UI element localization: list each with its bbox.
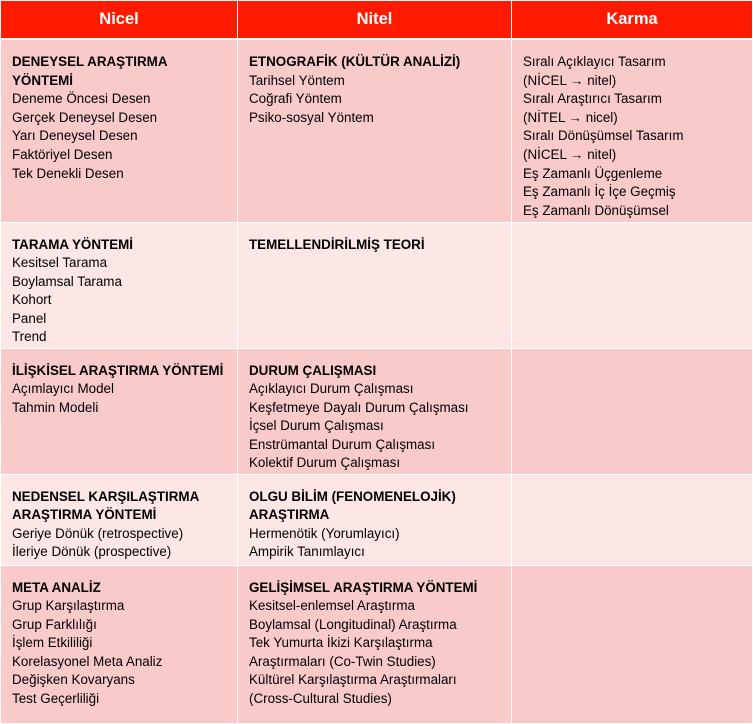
list-item: Sıralı Açıklayıcı Tasarım: [523, 54, 666, 69]
cell-nicel: [1, 222, 238, 348]
cell-nitel: [238, 565, 512, 723]
list-item: İşlem Etkililiği: [12, 635, 93, 651]
method-title: TARAMA YÖNTEMİ: [12, 236, 134, 252]
method-title: OLGU BİLİM (FENOMENELOJİK) ARAŞTIRMA: [249, 488, 456, 523]
header-nicel: Nicel: [1, 1, 238, 40]
list-item: Kesitsel Tarama: [12, 255, 108, 271]
list-item: Yarı Deneysel Desen: [12, 128, 138, 144]
list-item: Grup Farklılığı: [12, 616, 97, 632]
list-item: Tek Yumurta İkizi Karşılaştırma: [249, 635, 433, 651]
list-item: Deneme Öncesi Desen: [12, 91, 151, 107]
list-item: Test Geçerliliği: [12, 691, 100, 707]
method-title: DURUM ÇALIŞMASI: [249, 362, 377, 378]
list-item: Faktöriyel Desen: [12, 146, 113, 162]
method-title: TEMELLENDİRİLMİŞ TEORİ: [249, 236, 425, 252]
list-item: Keşfetmeye Dayalı Durum Çalışması: [249, 399, 469, 415]
cell-karma: [512, 348, 753, 474]
list-item: Korelasyonel Meta Analiz: [12, 653, 163, 669]
list-item: Kültürel Karşılaştırma Araştırmaları: [249, 672, 457, 688]
list-item: İleriye Dönük (prospective): [12, 544, 172, 560]
cell-nicel: [1, 565, 238, 723]
cell-nicel: [1, 348, 238, 474]
cell-nicel: [1, 474, 238, 565]
list-item: Kesitsel-enlemsel Araştırma: [249, 598, 415, 614]
list-item: (NİCEL → nitel): [523, 146, 617, 162]
cell-nicel: [1, 39, 238, 222]
list-item: Açıklayıcı Durum Çalışması: [249, 381, 414, 397]
list-item: Grup Karşılaştırma: [12, 598, 125, 614]
list-item: Ampirik Tanımlayıcı: [249, 544, 365, 560]
list-item: Açımlayıcı Model: [12, 381, 114, 397]
list-item: Eş Zamanlı İç İçe Geçmiş: [523, 184, 676, 200]
list-item: Psiko-sosyal Yöntem: [249, 109, 374, 125]
list-item: Sıralı Araştırıcı Tasarım: [523, 91, 662, 107]
list-item: Tarihsel Yöntem: [249, 72, 345, 88]
list-item: Eş Zamanlı Dönüşümsel: [523, 202, 669, 218]
cell-nitel: [238, 39, 512, 222]
list-item: Değişken Kovaryans: [12, 672, 135, 688]
method-title: İLİŞKİSEL ARAŞTIRMA YÖNTEMİ: [12, 362, 224, 378]
list-item: Kohort: [12, 292, 52, 308]
table-row: [1, 565, 753, 723]
method-title: DENEYSEL ARAŞTIRMA YÖNTEMİ: [12, 54, 167, 88]
list-item: Gerçek Deneysel Desen: [12, 109, 158, 125]
list-item: Tek Denekli Desen: [12, 165, 124, 181]
cell-karma: [512, 474, 753, 565]
cell-nitel: [238, 222, 512, 348]
list-item: Boylamsal Tarama: [12, 273, 122, 289]
list-item: Eş Zamanlı Üçgenleme: [523, 165, 663, 181]
list-item: Geriye Dönük (retrospective): [12, 525, 184, 541]
list-item: Kolektif Durum Çalışması: [249, 455, 401, 471]
list-item: Boylamsal (Longitudinal) Araştırma: [249, 616, 457, 632]
cell-karma: [512, 222, 753, 348]
table-row: [1, 39, 753, 222]
list-item: Trend: [12, 329, 47, 345]
method-title: GELİŞİMSEL ARAŞTIRMA YÖNTEMİ: [249, 579, 478, 595]
method-title: NEDENSEL KARŞILAŞTIRMA ARAŞTIRMA YÖNTEMİ: [12, 488, 199, 523]
list-item: Coğrafi Yöntem: [249, 91, 342, 107]
list-item: (NİTEL → nicel): [523, 109, 618, 125]
cell-nitel: [238, 348, 512, 474]
table-row: [1, 222, 753, 348]
list-item: Enstrümantal Durum Çalışması: [249, 436, 436, 452]
list-item: (NİCEL → nitel): [523, 72, 617, 88]
cell-karma: [512, 565, 753, 723]
method-title: META ANALİZ: [12, 579, 101, 595]
table-row: [1, 348, 753, 474]
method-title: ETNOGRAFİK (KÜLTÜR ANALİZİ): [249, 54, 461, 69]
list-item: (Cross-Cultural Studies): [249, 691, 392, 707]
list-item: Tahmin Modeli: [12, 399, 99, 415]
cell-nitel: [238, 474, 512, 565]
table-row: [1, 474, 753, 565]
header-row: [1, 1, 753, 40]
header-karma: Karma: [512, 1, 753, 40]
list-item: İçsel Durum Çalışması: [249, 418, 384, 434]
list-item: Hermenötik (Yorumlayıcı): [249, 525, 400, 541]
cell-karma: [512, 39, 753, 222]
list-item: Panel: [12, 310, 47, 326]
header-nitel: Nitel: [238, 1, 512, 40]
list-item: Araştırmaları (Co-Twin Studies): [249, 653, 436, 669]
list-item: Sıralı Dönüşümsel Tasarım: [523, 128, 684, 144]
